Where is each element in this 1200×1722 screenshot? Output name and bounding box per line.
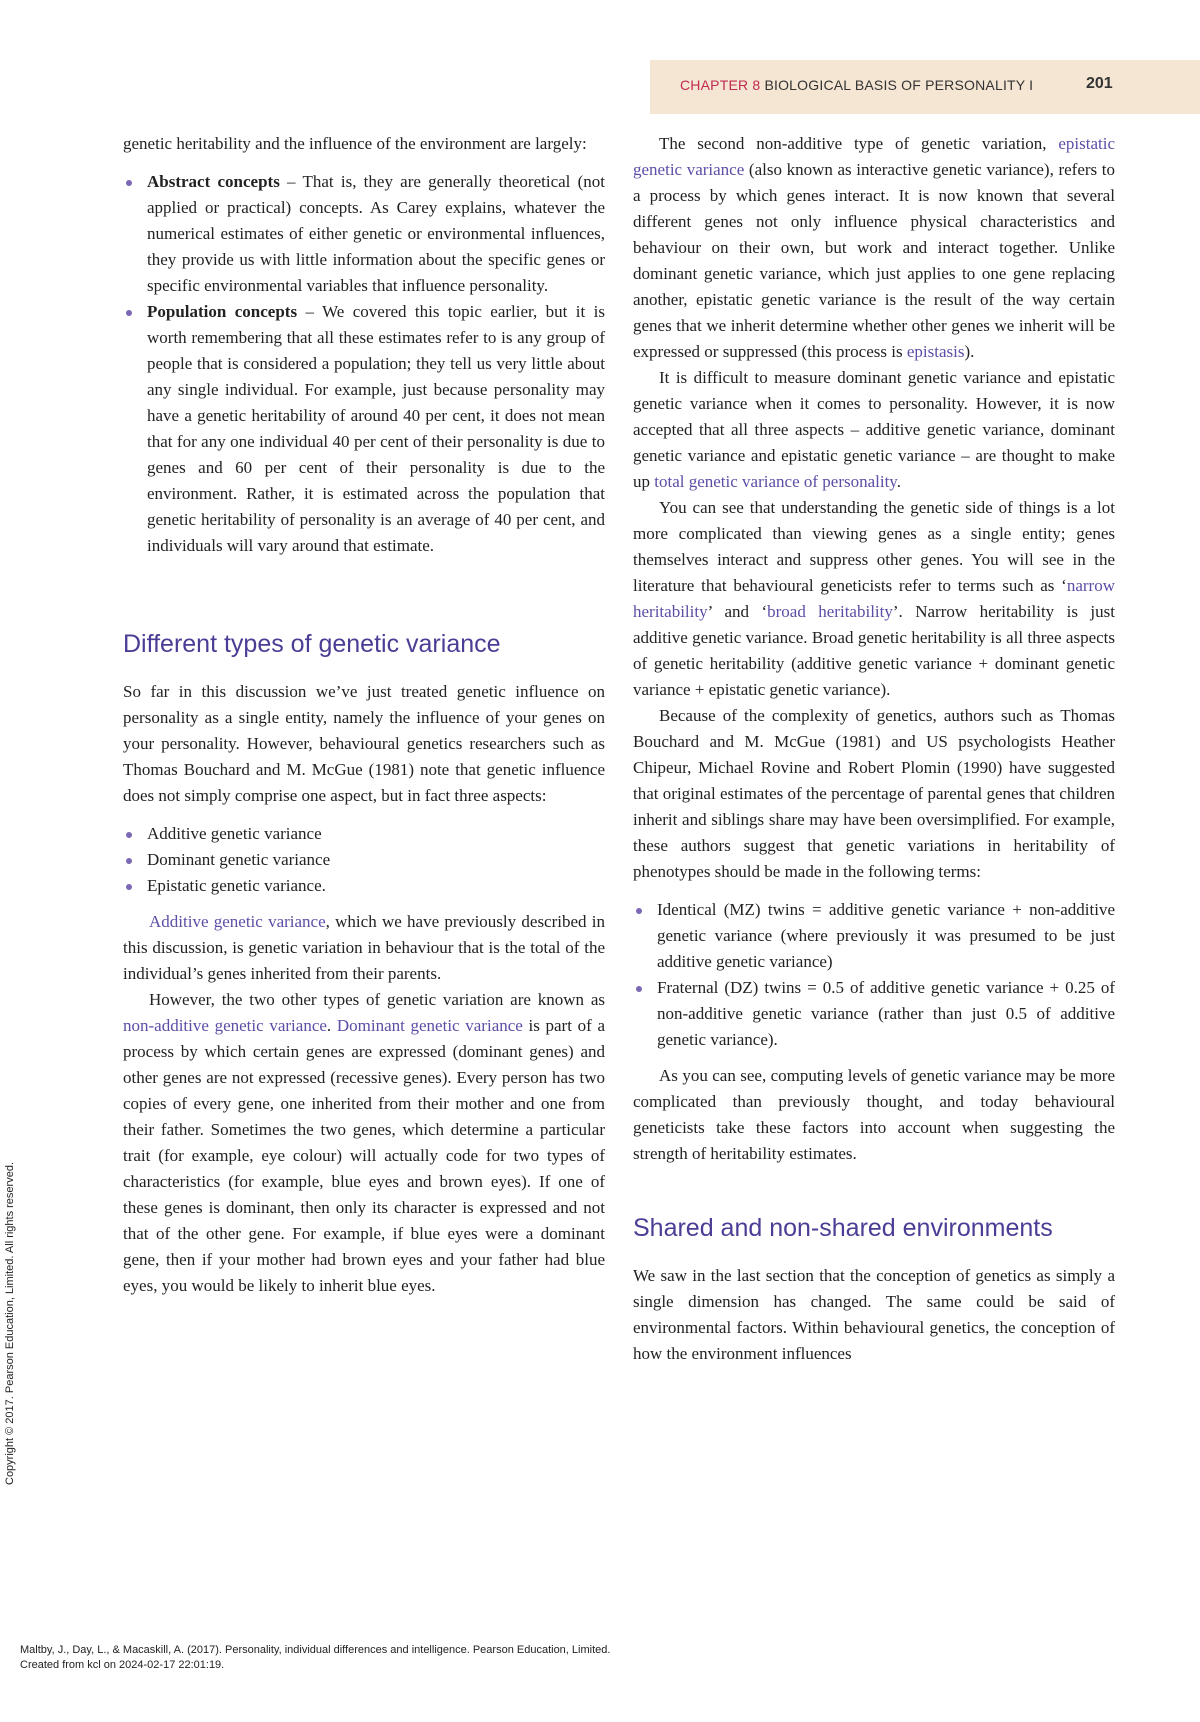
text-run: However, the two other types of genetic variation are known as	[149, 990, 605, 1009]
bullet-text: – That is, they are generally theoretical (not applied or practical) concepts. As Carey explains, whatever the numerical estimates of either genetic or environmental influences, they provide us with little information about the specific genes or specific environmental variables that influence personality.	[147, 172, 605, 295]
paragraph	[633, 495, 1115, 703]
page-header	[650, 60, 1200, 114]
text-run: The second non-additive type of genetic variation,	[659, 134, 1059, 153]
text-run: You can see that understanding the genetic side of things is a lot more complicated than viewing genes as a single entity; genes themselves interact and suppress other genes. You will see in the literature that behavioural geneticists refer to terms such as ‘	[633, 498, 1115, 595]
key-term: total genetic variance of personality	[654, 472, 897, 491]
citation-line: Maltby, J., Day, L., & Macaskill, A. (2017). Personality, individual differences and intelligence. Pearson Education, Limited.	[20, 1644, 611, 1656]
chapter-label: CHAPTER 8	[680, 77, 761, 93]
text-run: .	[326, 1016, 337, 1035]
list-item: Fraternal (DZ) twins = 0.5 of additive genetic variance + 0.25 of non-additive genetic variance (rather than just 0.5 of additive genetic variance).	[633, 975, 1115, 1053]
right-column	[633, 131, 1115, 1367]
copyright-notice: Copyright © 2017. Pearson Education, Limited. All rights reserved.	[4, 1162, 16, 1485]
paragraph: We saw in the last section that the conception of genetics as simply a single dimension has changed. The same could be said of environmental factors. Within behavioural genetics, the conception of how the environment influences	[633, 1266, 1115, 1363]
paragraph	[633, 131, 1115, 365]
bullet-term: Abstract concepts	[147, 172, 280, 191]
key-term: non-additive genetic variance	[123, 1016, 327, 1035]
key-term: epistasis	[906, 342, 965, 361]
key-term: Additive genetic variance	[149, 912, 326, 931]
aspect-list	[123, 821, 605, 899]
section-heading: Shared and non-shared environments	[633, 1214, 1053, 1242]
text-run: .	[896, 472, 901, 491]
intro-paragraph: genetic heritability and the influence of the environment are largely:	[123, 134, 587, 153]
text-run: is part of a process by which certain genes are expressed (dominant genes) and other genes are not expressed (recessive genes). Every person has two copies of every gene, one inherited from their mother and one from their father. Sometimes the two genes, which determine a particular trait (for example, eye colour) will actually code for two types of characteristics (for example, blue eyes and brown eyes). If one of these genes is dominant, then only its character is expressed and not that of the other gene. For example, if blue eyes were a dominant gene, then if your mother had brown eyes and your father had blue eyes, you would be likely to inherit blue eyes.	[123, 1016, 605, 1295]
paragraph: Because of the complexity of genetics, authors such as Thomas Bouchard and M. McGue (1981) and US psychologists Heather Chipeur, Michael Rovine and Robert Plomin (1990) have suggested that original estimates of the percentage of parental genes that children inherit and siblings share may have been oversimplified. For example, these authors suggest that genetic variations in heritability of phenotypes should be made in the following terms:	[633, 706, 1115, 881]
paragraph: As you can see, computing levels of genetic variance may be more complicated than previously thought, and today behavioural geneticists take these factors into account when suggesting the strength of heritability estimates.	[633, 1066, 1115, 1163]
paragraph	[123, 987, 605, 1299]
twins-list	[633, 897, 1115, 1053]
list-item: Additive genetic variance	[123, 821, 605, 847]
list-item	[123, 169, 605, 299]
bullet-text: – We covered this topic earlier, but it is worth remembering that all these estimates refer to is any group of people that is considered a population; they tell us very little about any single individual. For example, just because personality may have a genetic heritability of around 40 per cent, it does not mean that for any one individual 40 per cent of their personality is due to genes and 60 per cent of their personality is due to the environment. Rather, it is estimated across the population that genetic heritability of personality is an average of 40 per cent, and individuals will vary around that estimate.	[147, 302, 605, 555]
running-head	[680, 77, 1033, 93]
section-heading: Different types of genetic variance	[123, 630, 501, 658]
paragraph	[633, 365, 1115, 495]
text-run: ).	[964, 342, 975, 361]
list-item	[123, 299, 605, 559]
key-term: broad heritability	[767, 602, 893, 621]
text-run: ’ and ‘	[707, 602, 768, 621]
text-run: , which we have previously described in this discussion, is genetic variation in behaviour that is the total of the individual’s genes inherited from their parents.	[123, 912, 606, 983]
concept-list	[123, 169, 605, 559]
key-term: narrow heritability	[633, 576, 1115, 621]
text-run: (also known as interactive genetic variance), refers to a process by which genes interact. It is now known that several different genes not only influence physical characteristics and behaviour on their own, but work and interact together. Unlike dominant genetic variance, which just applies to one gene replacing another, epistatic genetic variance is the result of the way certain genes that we inherit determine whether other genes we inherit will be expressed or suppressed (this process is	[633, 160, 1115, 361]
paragraph: So far in this discussion we’ve just treated genetic influence on personality as a single entity, namely the influence of your genes on your personality. However, behavioural genetics researchers such as Thomas Bouchard and M. McGue (1981) note that genetic influence does not simply comprise one aspect, but in fact three aspects:	[123, 682, 605, 805]
list-item: Identical (MZ) twins = additive genetic variance + non-additive genetic variance (where previously it was presumed to be just additive genetic variance)	[633, 897, 1115, 975]
text-run: It is difficult to measure dominant genetic variance and epistatic genetic variance when it comes to personality. However, it is now accepted that all three aspects – additive genetic variance, dominant genetic variance and epistatic genetic variance – are thought to make up	[633, 368, 1115, 491]
page-number: 201	[1086, 75, 1113, 92]
citation-footer	[20, 1643, 610, 1673]
key-term: Dominant genetic variance	[336, 1016, 523, 1035]
list-item: Dominant genetic variance	[123, 847, 605, 873]
text-run: ’. Narrow heritability is just additive genetic variance. Broad genetic heritability is all three aspects of genetic heritability (additive genetic variance + dominant genetic variance + epistatic genetic variance).	[633, 602, 1115, 699]
bullet-term: Population concepts	[147, 302, 298, 321]
left-column	[123, 131, 605, 1299]
chapter-title: BIOLOGICAL BASIS OF PERSONALITY I	[764, 77, 1034, 93]
created-line: Created from kcl on 2024-02-17 22:01:19.	[20, 1659, 225, 1671]
list-item: Epistatic genetic variance.	[123, 873, 605, 899]
paragraph	[123, 909, 605, 987]
key-term: epistatic genetic variance	[633, 134, 1115, 179]
